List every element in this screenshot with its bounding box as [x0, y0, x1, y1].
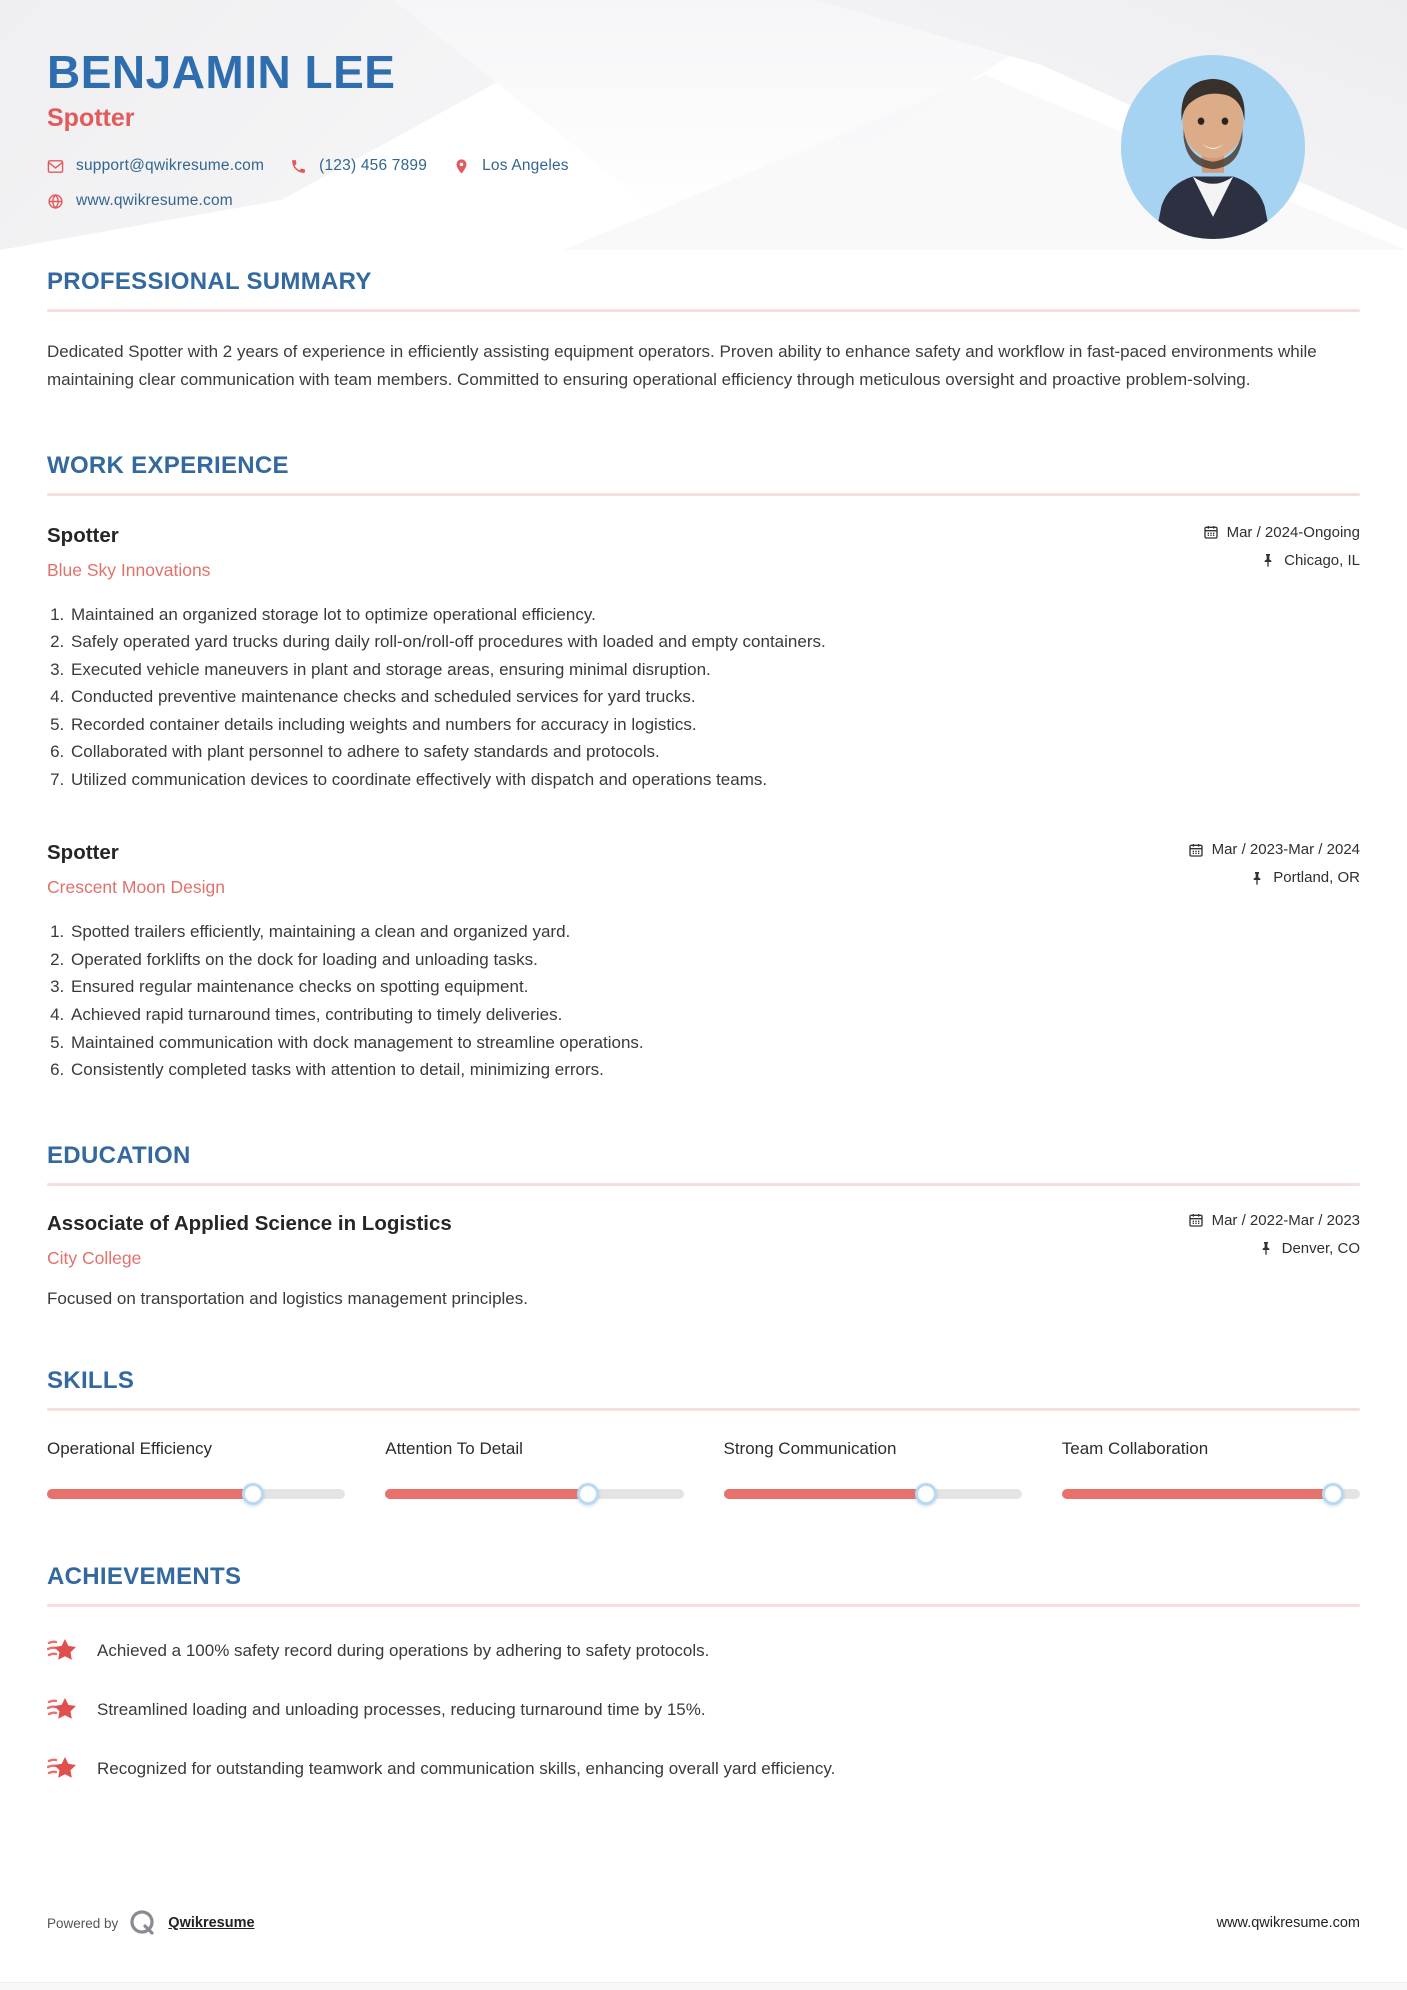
section-divider — [47, 1408, 1360, 1411]
calendar-icon — [1188, 1212, 1204, 1228]
section-skills — [47, 1367, 1360, 1505]
skill-slider — [724, 1483, 1022, 1505]
bottom-edge-strip — [0, 1982, 1407, 1990]
achievement-text: Streamlined loading and unloading processes, reducing turnaround time by 15%. — [97, 1699, 706, 1719]
achievement-item — [47, 1637, 1360, 1665]
skill-slider — [385, 1483, 683, 1505]
skill-item — [47, 1439, 345, 1505]
skill-item — [1062, 1439, 1360, 1505]
section-heading: ACHIEVEMENTS — [47, 1562, 242, 1590]
section-heading: PROFESSIONAL SUMMARY — [47, 268, 372, 296]
job-bullet-list — [47, 601, 1360, 794]
job-title: Spotter — [47, 523, 119, 547]
globe-icon — [47, 193, 64, 210]
skill-label: Operational Efficiency — [47, 1438, 213, 1458]
job-company: Crescent Moon Design — [47, 877, 225, 898]
pushpin-icon — [1258, 1240, 1274, 1256]
education-description: Focused on transportation and logistics management principles. — [47, 1288, 528, 1308]
skill-item — [385, 1439, 683, 1505]
achievement-item — [47, 1755, 1360, 1783]
slider-thumb — [242, 1483, 264, 1505]
achievement-item — [47, 1696, 1360, 1724]
job-entry — [47, 524, 1360, 794]
education-location: Denver, CO — [1281, 1239, 1360, 1257]
section-divider — [47, 1183, 1360, 1186]
star-badge-icon — [47, 1637, 77, 1665]
section-work-experience — [47, 452, 1360, 1084]
job-location: Portland, OR — [1273, 869, 1360, 887]
section-heading: WORK EXPERIENCE — [47, 451, 289, 479]
person-portrait-illustration — [1121, 55, 1305, 239]
degree-title: Associate of Applied Science in Logistics — [47, 1211, 452, 1235]
education-entry — [47, 1212, 1360, 1309]
website-text: www.qwikresume.com — [76, 192, 233, 210]
job-bullet: 3. Ensured regular maintenance checks on spotting equipment. — [69, 973, 1360, 1001]
section-achievements — [47, 1563, 1360, 1783]
job-bullet: 4. Achieved rapid turnaround times, contributing to timely deliveries. — [69, 1001, 1360, 1029]
job-bullet: 5. Maintained communication with dock management to streamline operations. — [69, 1029, 1360, 1057]
skills-grid — [47, 1439, 1360, 1505]
job-title: Spotter — [47, 841, 119, 865]
slider-thumb — [577, 1483, 599, 1505]
pushpin-icon — [1249, 870, 1265, 886]
section-divider — [47, 309, 1360, 312]
page-footer — [47, 1908, 1360, 1938]
job-bullet: 1. Maintained an organized storage lot to optimize operational efficiency. — [69, 601, 1360, 629]
phone-icon — [290, 158, 307, 175]
slider-thumb — [1322, 1483, 1344, 1505]
slider-fill — [1062, 1489, 1333, 1499]
education-dates: Mar / 2022-Mar / 2023 — [1211, 1211, 1360, 1229]
job-bullet-list — [47, 918, 1360, 1083]
star-badge-icon — [47, 1755, 77, 1783]
section-education — [47, 1142, 1360, 1309]
skill-label: Attention To Detail — [385, 1438, 523, 1458]
school-name: City College — [47, 1247, 142, 1268]
footer-website: www.qwikresume.com — [1216, 1915, 1360, 1931]
pushpin-icon — [1260, 552, 1276, 568]
skill-slider — [1062, 1483, 1360, 1505]
person-name: BENJAMIN LEE — [47, 46, 396, 98]
job-bullet: 6. Consistently completed tasks with attention to detail, minimizing errors. — [69, 1056, 1360, 1084]
calendar-icon — [1203, 524, 1219, 540]
job-dates: Mar / 2023-Mar / 2024 — [1211, 841, 1360, 859]
profile-photo — [1121, 55, 1305, 239]
job-bullet: 6. Collaborated with plant personnel to adhere to safety standards and protocols. — [69, 738, 1360, 766]
location-text: Los Angeles — [482, 157, 569, 175]
job-dates: Mar / 2024-Ongoing — [1226, 523, 1360, 541]
job-bullet: 5. Recorded container details including weights and numbers for accuracy in logistics. — [69, 711, 1360, 739]
person-job-title: Spotter — [47, 104, 135, 133]
job-bullet: 2. Operated forklifts on the dock for loading and unloading tasks. — [69, 946, 1360, 974]
location-pin-icon — [453, 158, 470, 175]
contact-phone — [290, 157, 427, 175]
contact-email[interactable] — [47, 157, 264, 175]
section-professional-summary — [47, 268, 1360, 393]
calendar-icon — [1188, 842, 1204, 858]
section-heading: SKILLS — [47, 1366, 135, 1394]
skill-label: Team Collaboration — [1061, 1438, 1209, 1458]
qwikresume-logo-icon — [128, 1908, 158, 1938]
star-badge-icon — [47, 1696, 77, 1724]
slider-thumb — [915, 1483, 937, 1505]
contact-website[interactable] — [47, 192, 233, 210]
section-divider — [47, 1604, 1360, 1607]
section-divider — [47, 493, 1360, 496]
achievement-text: Achieved a 100% safety record during operations by adhering to safety protocols. — [97, 1640, 710, 1660]
job-bullet: 1. Spotted trailers efficiently, maintaining a clean and organized yard. — [69, 918, 1360, 946]
resume-header — [47, 0, 1360, 210]
achievement-text: Recognized for outstanding teamwork and communication skills, enhancing overall yard efficiency. — [97, 1758, 836, 1778]
powered-by-label: Powered by — [47, 1915, 119, 1931]
job-bullet: 4. Conducted preventive maintenance checks and scheduled services for yard trucks. — [69, 683, 1360, 711]
job-company: Blue Sky Innovations — [47, 559, 211, 580]
job-location: Chicago, IL — [1284, 551, 1360, 569]
mail-icon — [47, 158, 64, 175]
job-bullet: 2. Safely operated yard trucks during daily roll-on/roll-off procedures with loaded and empty containers. — [69, 628, 1360, 656]
skill-item — [724, 1439, 1022, 1505]
skill-slider — [47, 1483, 345, 1505]
job-entry — [47, 841, 1360, 1083]
phone-text: (123) 456 7899 — [319, 157, 428, 175]
section-heading: EDUCATION — [47, 1141, 191, 1169]
job-bullet: 7. Utilized communication devices to coordinate effectively with dispatch and operations teams. — [69, 766, 1360, 794]
email-text: support@qwikresume.com — [76, 157, 265, 175]
job-bullet: 3. Executed vehicle maneuvers in plant and storage areas, ensuring minimal disruption. — [69, 656, 1360, 684]
summary-text: Dedicated Spotter with 2 years of experience in efficiently assisting equipment operators. Proven ability to enhance safety and workflow in fast-paced environments while maintaining clear communication with team members. Committed to ensuring operational efficiency through meticulous oversight and proactive problem-solving. — [47, 342, 1317, 389]
qwikresume-link[interactable]: Qwikresume — [168, 1915, 255, 1931]
skill-label: Strong Communication — [723, 1438, 897, 1458]
contact-location — [453, 157, 569, 175]
slider-fill — [385, 1489, 588, 1499]
slider-fill — [724, 1489, 927, 1499]
slider-fill — [47, 1489, 253, 1499]
achievement-list — [47, 1637, 1360, 1783]
